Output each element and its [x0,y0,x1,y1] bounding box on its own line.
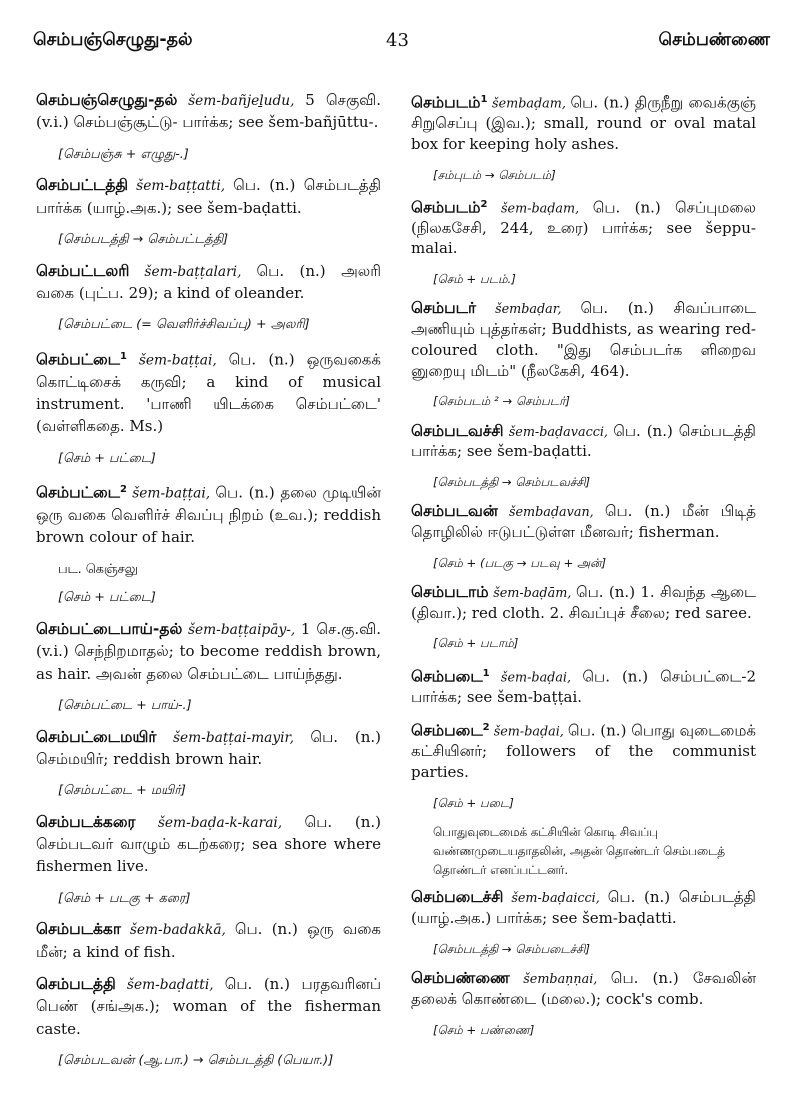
running-head-right: செம்பண்ணை [658,30,770,50]
etymology: [செம்படம் ² → செம்படர்] [433,394,570,409]
headword: செம்படம் [411,93,481,112]
dictionary-entry [411,718,756,784]
transliteration: šem-baṭṭai-mayir, [172,729,294,746]
transliteration: šem-baḍatti, [126,976,214,993]
transliteration: šem-baḍām, [493,585,572,601]
page-number: 43 [386,30,409,51]
etymology: [செம் + பட்டை] [58,450,156,466]
etymology: [செம் + படகு + கரை] [58,890,191,906]
headword: செம்படவச்சி [411,421,504,440]
dictionary-entry [411,502,756,544]
dictionary-entry [36,479,381,550]
dictionary-entry [411,195,756,261]
usage-note: பொதுவுடைமைக் கட்சியின் கொடி சிவப்பு வண்ணமுடையதாதலின், அதன் தொண்டர் செம்படைத் தொண்டர் எனப்பட்டனர். [433,824,725,878]
transliteration: šem-baṭṭalari, [144,263,242,280]
headword: செம்படத்தி [36,974,116,993]
headword: செம்படக்கரை [36,812,136,831]
etymology: [செம்படத்தி → செம்படைச்சி] [433,941,590,956]
headword: செம்பட்டைமயிர் [36,727,157,746]
definition: பெ. (n.) சிவப்பாடை அணியும் புத்தர்கள்; Buddhists, as wearing red-coloured cloth. "இது செம்படர்க ளிறைவ னுறையு மிடம்" (நீலகேசி, 464). [411,299,756,380]
right-column [411,90,756,1050]
transliteration: šem-baṭṭai, [132,485,211,502]
definition: பெ. (n.) செம்மயிர்; reddish brown hair. [36,727,381,768]
headword: செம்பட்டலரி [36,261,130,280]
dictionary-entry [411,90,756,156]
definition: பெ. (n.) அலரி வகை (புட்ப. 29); a kind of oleander. [36,261,381,302]
etymology: [செம் + பட்டை] [58,590,156,606]
dictionary-entry [36,919,381,964]
headword: செம்பஞ்செழுது-தல் [36,91,178,109]
dictionary-entry [411,583,756,625]
transliteration: šem-baḍai, [493,724,564,740]
transliteration: šem-bañjeḻudu, [188,93,295,109]
transliteration: šembaḍavan, [508,505,594,521]
etymology: [செம் + படம்.] [433,272,516,287]
homonym-number: 1 [120,350,127,362]
headword: செம்படைச்சி [411,888,504,907]
left-column [36,90,381,1082]
dictionary-entry [36,974,381,1041]
dictionary-entry [411,969,756,1011]
headword: செம்படர் [411,299,477,318]
homonym-number: 2 [480,198,488,210]
etymology: [செம்பட்டை + மயிர்] [58,783,186,799]
headword: செம்படவன் [411,502,498,521]
page-header [0,30,800,62]
transliteration: šem-baḍavacci, [508,424,608,440]
transliteration: šem-badakkā, [129,922,226,939]
etymology: [செம்படத்தி → செம்பட்டத்தி] [58,231,229,247]
homonym-number: 1 [482,667,490,679]
transliteration: šem-baḍaicci, [511,891,600,907]
etymology: [செம்பஞ்சு + எழுது-.] [58,146,189,162]
headword: செம்பட்டைபாய்-தல் [36,619,183,638]
transliteration: šem-baṭṭai, [138,352,217,369]
etymology: [செம் + படை] [433,795,514,810]
usage-note: பட. கெஞ்சலு [58,561,138,577]
definition: பெ. (n.) செப்புமலை (நிலகசேசி, 244, உரை) பார்க்க; see šeppu-malai. [411,197,757,258]
transliteration: šembaḍam, [492,96,566,112]
transliteration: šem-baḍam, [501,200,580,216]
definition: பெ. (n.) செம்படத்தி (யாழ்.அக.) பார்க்க; see šem-baḍatti. [411,888,756,928]
definition: பெ. (n.) செம்படத்தி பார்க்க; see šem-baḍatti. [411,421,756,461]
definition: பெ. (n.) ஒருவகைக் கொட்டிசைக் கருவி; a kind of musical instrument. 'பாணி யிடக்கை செம்பட்டை' (வள்ளிகதை. Ms.) [36,350,381,436]
definition: பெ. (n.) 1. சிவந்த ஆடை (திவா.); red cloth. 2. சிவப்புச் சீலை; red saree. [411,582,756,622]
definition: 5 செகுவி. (v.i.) செம்பஞ்சூட்டு- பார்க்க; see šem-bañjūttu-. [36,91,382,132]
headword: செம்பண்ணை [411,968,510,987]
definition: பெ. (n.) திருநீறு வைக்குஞ் சிறுசெப்பு (இவ.); small, round or oval matal box for keeping holy ashes. [411,93,756,153]
etymology: [செம் + (படகு → படவு + அன்] [433,555,607,570]
definition: பெ. (n.) செம்பட்டை-2 பார்க்க; see šem-baṭṭai. [411,666,756,706]
etymology: [செம்படத்தி → செம்படவச்சி] [433,475,591,490]
headword: செம்படை [411,666,483,685]
dictionary-entry [411,664,756,709]
etymology: [செம் + படாம்] [433,636,519,651]
dictionary-entry [411,888,756,930]
homonym-number: 2 [120,484,127,496]
headword: செம்படக்கா [36,920,121,939]
headword: செம்பட்டை [36,483,120,502]
transliteration: šem-baṭṭaipāy-, [187,621,296,638]
transliteration: šembaṇṇai, [523,971,598,987]
definition: பெ. (n.) பொது வுடைமைக் கட்சியினர்; followers of the communist parties. [411,721,756,782]
headword: செம்படை [411,721,483,740]
etymology: [செம்படவன் (ஆ.பா.) → செம்படத்தி (பெயா.)] [58,1052,334,1068]
dictionary-entry [36,90,381,135]
etymology: [செம் + பண்ணை] [433,1022,535,1037]
definition: 1 செ.கு.வி. (v.i.) செந்நிறமாதல்; to become reddish brown, as hair. அவன் தலை செம்பட்டை பாய்ந்தது. [36,619,382,683]
definition: பெ. (n.) பரதவரினப் பெண் (சங்அக.); woman of the fisherman caste. [36,974,381,1038]
dictionary-entry [36,175,381,220]
definition: பெ. (n.) செம்படவர் வாழும் கடற்கரை; sea shore where fishermen live. [36,812,381,876]
definition: பெ. (n.) தலை முடியின் ஒரு வகை வெளிர்ச் சிவப்பு நிறம் (உவ.); reddish brown colour of hair. [36,483,381,547]
running-head-left: செம்பஞ்செழுது-தல் [33,30,193,50]
etymology: [செம்பட்டை + பாய்-.] [58,697,192,713]
headword: செம்பட்டத்தி [36,176,129,195]
dictionary-entry [36,812,381,879]
dictionary-entry [411,422,756,464]
dictionary-entry [36,346,381,439]
headword: செம்பட்டை [36,350,120,369]
transliteration: šem-baḍai, [500,669,572,685]
etymology: [சம்புடம் → செம்படம்] [433,167,556,182]
dictionary-entry [36,619,381,686]
definition: பெ. (n.) மீன் பிடித் தொழிலில் ஈடுபட்டுள்ள மீனவர்; fisherman. [411,502,757,541]
homonym-number: 1 [480,94,488,105]
dictionary-entry [36,727,381,772]
definition: பெ. (n.) சேவலின் தலைக் கொண்டை (மலை.); cock's comb. [411,968,756,1008]
etymology: [செம்பட்டை (= வெளிர்ச்சிவப்பு) + அலரி] [58,317,310,333]
transliteration: šembaḍar, [495,302,562,318]
headword: செம்படாம் [411,582,489,601]
transliteration: šem-baṭṭatti, [136,178,226,195]
dictionary-entry [411,299,756,382]
definition: பெ. (n.) ஒரு வகை மீன்; a kind of fish. [36,920,382,961]
headword: செம்படம் [411,197,481,216]
transliteration: šem-baḍa-k-karai, [157,814,283,831]
definition: பெ. (n.) செம்படத்தி பார்க்க (யாழ்.அக.); see šem-baḍatti. [36,176,381,217]
dictionary-entry [36,261,381,306]
homonym-number: 2 [482,722,490,734]
